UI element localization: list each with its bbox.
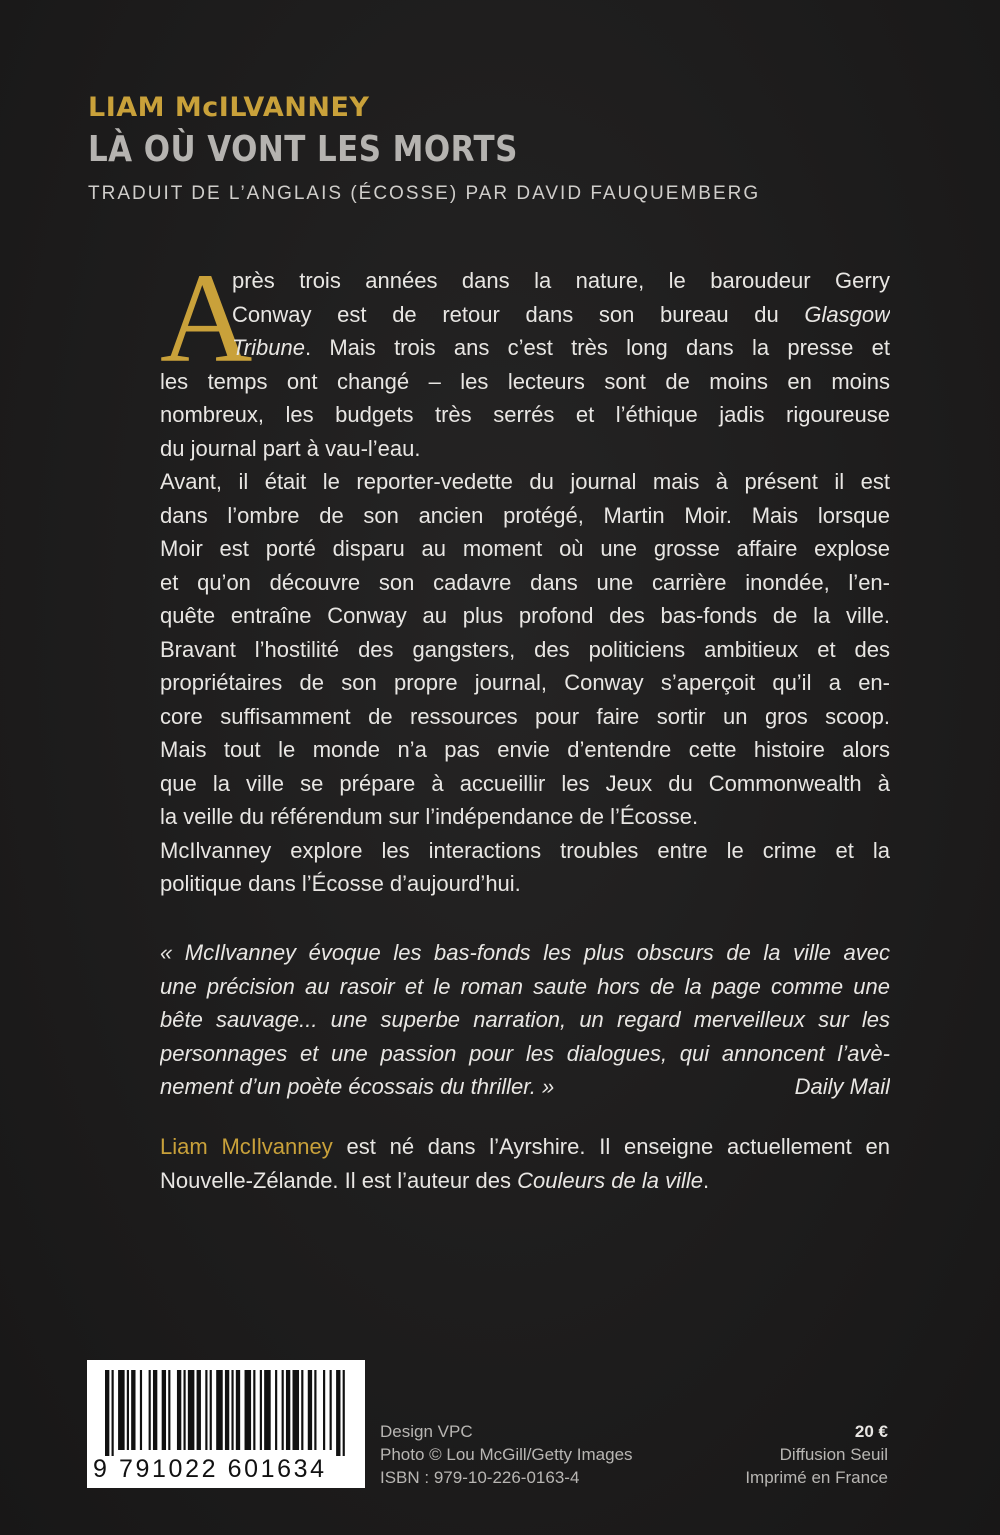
drop-cap: A [160, 247, 253, 389]
barcode-bar [301, 1370, 303, 1450]
barcode-number: 9 791022 601634 [93, 1455, 327, 1483]
newspaper-name: Glasgow [804, 301, 890, 327]
blurb-line-part: . Mais trois ans c’est très long dans la presse et [304, 335, 890, 360]
blurb-line: Avant, il était le reporter-vedette du journal mais à présent il est [160, 469, 890, 494]
printed-in: Imprimé en France [745, 1468, 888, 1487]
blurb-line: Mais tout le monde n’a pas envie d’entendre cette histoire alors [160, 737, 890, 762]
barcode-bar [162, 1370, 166, 1450]
barcode-bar [197, 1370, 201, 1450]
blurb-line: Moir est porté disparu au moment où une grosse affaire explose [160, 536, 890, 561]
blurb-line: les temps ont changé – les lecteurs sont de moins en moins [160, 368, 890, 394]
barcode-bar [253, 1370, 255, 1450]
previous-book-title: Couleurs de la ville [517, 1167, 703, 1193]
barcode-bar [245, 1370, 252, 1450]
newspaper-name: Tribune [232, 335, 305, 360]
barcode-bar [282, 1370, 284, 1450]
barcode-bar [323, 1370, 325, 1450]
barcode-bar [336, 1370, 340, 1456]
barcode-bar [260, 1370, 262, 1450]
barcode-bar [112, 1370, 114, 1456]
barcode-bar [131, 1370, 135, 1450]
blurb-line: et qu’on découvre son cadavre dans une carrière inondée, l’en- [160, 569, 890, 595]
blurb-line: quête entraîne Conway au plus profond des bas-fonds de la ville. [160, 603, 890, 628]
bio-text: est né dans l’Ayrshire. Il enseigne actuellement en [332, 1134, 890, 1159]
barcode-bar [343, 1370, 345, 1456]
publisher-info [745, 1420, 888, 1489]
bio-author-name: Liam McIlvanney [160, 1134, 333, 1159]
bio-text: . [702, 1167, 710, 1193]
blurb-line: Bravant l’hostilité des gangsters, des politiciens ambitieux et des [160, 636, 890, 662]
barcode-bar [205, 1370, 207, 1450]
distribution: Diffusion Seuil [779, 1445, 888, 1464]
blurb-line: propriétaires de son propre journal, Conway s’aperçoit qu’il a en- [160, 670, 890, 695]
barcode-bar [275, 1370, 277, 1450]
barcode-bar [210, 1370, 212, 1450]
blurb-line: du journal part à vau-l’eau. [160, 435, 421, 461]
barcode-bar [188, 1370, 195, 1450]
barcode-bar [105, 1370, 109, 1456]
blurb-text [160, 247, 890, 901]
press-quote [160, 936, 890, 1104]
bio-line [160, 1164, 890, 1198]
barcode [87, 1360, 365, 1488]
quote-line: une précision au rasoir et le roman saute hors de la page comme une [160, 973, 890, 999]
blurb-line: nombreux, les budgets très serrés et l’éthique jadis rigoureuse [160, 402, 890, 427]
barcode-bar [153, 1370, 157, 1450]
barcode-bar [216, 1370, 223, 1450]
barcode-bar [236, 1370, 240, 1450]
blurb-line [160, 331, 890, 365]
barcode-bar [140, 1370, 142, 1450]
barcode-bar [177, 1370, 181, 1450]
barcode-bar [286, 1370, 290, 1450]
blurb-line: la veille du référendum sur l’indépendance de l’Écosse. [160, 804, 699, 829]
blurb-line: près trois années dans la nature, le baroudeur Gerry [232, 268, 890, 293]
barcode-bar [149, 1370, 151, 1450]
author-bio [160, 1130, 890, 1197]
isbn: ISBN : 979-10-226-0163-4 [380, 1468, 580, 1487]
quote-source: Daily Mail [794, 1074, 890, 1099]
blurb-line [160, 298, 890, 332]
blurb-line: core suffisamment de ressources pour faire sortir un gros scoop. [160, 703, 890, 729]
credits [380, 1420, 633, 1489]
blurb-line: politique dans l’Écosse d’aujourd’hui. [160, 871, 521, 896]
barcode-bar [183, 1370, 185, 1450]
quote-line: personnages et une passion pour les dialogues, qui annoncent l’avè- [160, 1040, 890, 1066]
bio-line [160, 1130, 890, 1164]
barcode-bar [264, 1370, 271, 1450]
design-credit: Design VPC [380, 1422, 473, 1441]
barcode-bar [293, 1370, 300, 1450]
blurb-line: dans l’ombre de son ancien protégé, Martin Moir. Mais lorsque [160, 502, 890, 528]
barcode-bar [168, 1370, 170, 1450]
barcode-bar [118, 1370, 125, 1450]
barcode-bar [225, 1370, 229, 1450]
blurb-line: McIlvanney explore les interactions troubles entre le crime et la [160, 837, 890, 863]
blurb-line-part: Conway est de retour dans son bureau du [232, 301, 805, 327]
translator-credit: TRADUIT DE L’ANGLAIS (ÉCOSSE) PAR DAVID FAUQUEMBERG [88, 183, 761, 204]
barcode-bar [231, 1370, 233, 1450]
quote-line: nement d’un poète écossais du thriller. » [160, 1074, 555, 1099]
quote-line: « McIlvanney évoque les bas-fonds les plus obscurs de la ville avec [160, 940, 890, 965]
barcode-bar [127, 1370, 129, 1450]
bio-text: Nouvelle-Zélande. Il est l’auteur des [160, 1167, 518, 1193]
book-title: LÀ OÙ VONT LES MORTS [88, 129, 518, 170]
barcode-bar [330, 1370, 332, 1450]
barcode-bar [314, 1370, 316, 1450]
quote-line-final [160, 1070, 890, 1104]
barcode-bars-icon [105, 1370, 347, 1456]
photo-credit: Photo © Lou McGill/Getty Images [380, 1445, 633, 1464]
quote-line: bête sauvage... une superbe narration, un regard merveilleux sur les [160, 1007, 890, 1032]
price: 20 € [854, 1422, 888, 1441]
barcode-bar [308, 1370, 312, 1450]
blurb-line: que la ville se prépare à accueillir les Jeux du Commonwealth à [160, 770, 890, 796]
author-name: LIAM McILVANNEY [88, 92, 370, 123]
